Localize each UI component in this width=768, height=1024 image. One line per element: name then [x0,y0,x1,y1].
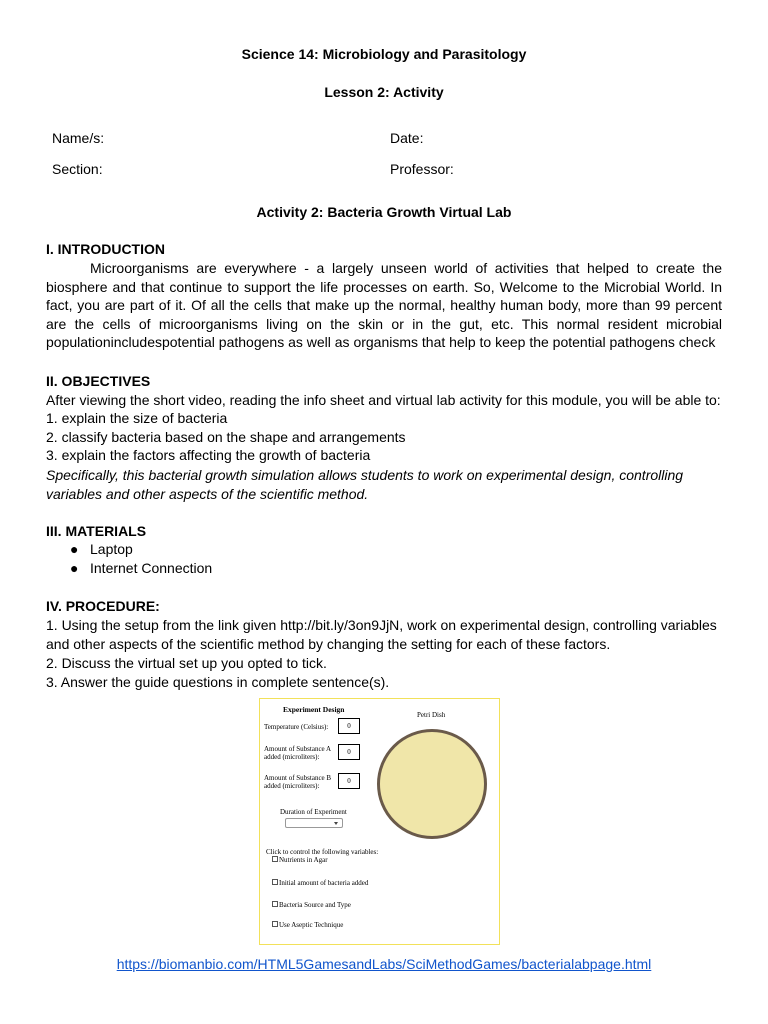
name-label: Name/s: [52,130,105,146]
variable-label: Use Aseptic Technique [279,921,344,929]
date-label: Date: [390,130,424,146]
material-item [70,560,212,576]
material-item [70,541,133,557]
material-label: Laptop [90,541,133,557]
objective-item: 1. explain the size of bacteria [46,410,228,426]
lab-link[interactable]: https://biomanbio.com/HTML5GamesandLabs/SciMethodGames/bacterialabpage.html [116,956,652,972]
procedure-step: 2. Discuss the virtual set up you opted to tick. [46,655,327,671]
variable-checkbox[interactable] [272,901,351,909]
variable-label: Bacteria Source and Type [279,901,351,909]
variable-checkbox[interactable] [272,856,328,864]
variable-checkbox[interactable] [272,879,368,887]
variable-label: Nutrients in Agar [279,856,328,864]
bullet-icon: ● [70,560,79,576]
professor-label: Professor: [390,161,454,177]
variables-label: Click to control the following variables: [266,848,379,856]
duration-select[interactable] [285,818,343,828]
section-label: Section: [52,161,103,177]
material-label: Internet Connection [90,560,213,576]
checkbox-icon[interactable] [272,879,278,885]
temperature-label: Temperature (Celsius): [264,723,329,731]
figure-title: Experiment Design [283,705,345,714]
objective-item: 3. explain the factors affecting the growth of bacteria [46,447,371,463]
checkbox-icon[interactable] [272,856,278,862]
objective-item: 2. classify bacteria based on the shape and arrangements [46,429,406,445]
introduction-body: Microorganisms are everywhere - a largely unseen world of activities that helped to create the biosphere and that continue to support the life processes on earth. So, Welcome to the Microbial World. In fact, you are part of it. Of all the cells that make up the normal, healthy human body, more than 99 percent are the cells of microorganisms living on the skin or in the gut, etc. This normal resident microbial populationincludespotential pathogens as well as organisms that help to keep the potential pathogens check [46,260,722,350]
checkbox-icon[interactable] [272,921,278,927]
petri-dish-label: Petri Dish [417,711,446,719]
petri-dish [377,729,487,839]
substance-b-label: added (microliters): [264,782,320,790]
temperature-input[interactable]: 0 [338,718,360,734]
lesson-title: Lesson 2: Activity [324,84,444,100]
substance-a-label: Amount of Substance A [264,745,332,753]
course-title: Science 14: Microbiology and Parasitology [241,46,527,62]
variable-checkbox[interactable] [272,921,343,929]
introduction-heading: I. INTRODUCTION [46,241,165,257]
virtual-lab-figure [259,698,500,945]
procedure-step: 1. Using the setup from the link given http://bit.ly/3on9JjN, work on experimental design, controlling variables [46,617,717,633]
activity-title: Activity 2: Bacteria Growth Virtual Lab [256,204,512,220]
duration-label: Duration of Experiment [280,808,347,816]
objectives-note: Specifically, this bacterial growth simulation allows students to work on experimental design, controlling [46,467,684,483]
procedure-heading: IV. PROCEDURE: [46,598,160,614]
substance-a-label: added (microliters): [264,753,320,761]
materials-heading: III. MATERIALS [46,523,147,539]
procedure-step: and other aspects of the scientific method by changing the setting for each of these factors. [46,636,611,652]
substance-b-label: Amount of Substance B [264,774,332,782]
checkbox-icon[interactable] [272,901,278,907]
procedure-step: 3. Answer the guide questions in complete sentence(s). [46,674,390,690]
objectives-note: variables and other aspects of the scientific method. [46,486,369,502]
substance-a-input[interactable]: 0 [338,744,360,760]
objectives-heading: II. OBJECTIVES [46,373,151,389]
bullet-icon: ● [70,541,79,557]
variable-label: Initial amount of bacteria added [279,879,369,887]
objectives-intro: After viewing the short video, reading the info sheet and virtual lab activity for this module, you will be able to: [46,392,721,408]
substance-b-input[interactable]: 0 [338,773,360,789]
